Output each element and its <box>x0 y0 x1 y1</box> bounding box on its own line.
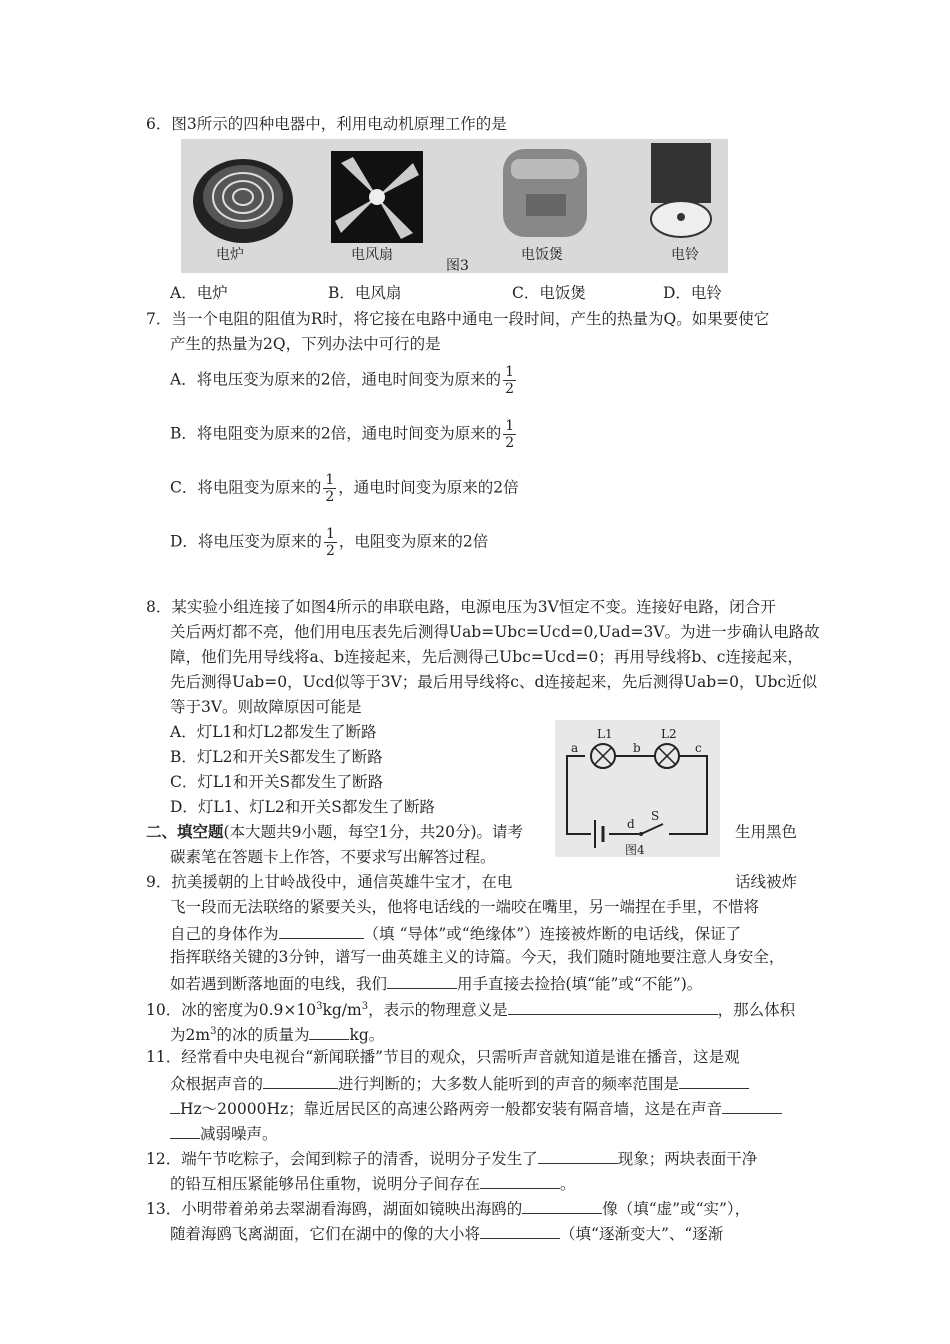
node-c: c <box>695 741 702 755</box>
switch-label: S <box>651 809 660 823</box>
q6-option-b: B．电风扇 <box>328 284 402 302</box>
electric-stove-icon <box>193 159 293 243</box>
label-bell: 电铃 <box>671 247 699 263</box>
q11-line3: Hz～20000Hz；靠近居民区的高速公路两旁一般都安装有隔音墙，这是在声音 <box>170 1097 782 1119</box>
electric-bell-icon <box>651 143 711 237</box>
lamp-l1-label: L1 <box>597 727 613 741</box>
q8-option-c: C．灯L1和开关S都发生了断路 <box>170 773 384 791</box>
q11-blank-2[interactable] <box>679 1072 749 1089</box>
label-cooker: 电饭煲 <box>521 247 563 263</box>
q11-blank-3[interactable] <box>722 1097 782 1114</box>
q13-blank-2[interactable] <box>480 1222 560 1239</box>
q12-blank-1[interactable] <box>538 1147 618 1164</box>
q6-option-d: D．电铃 <box>663 284 722 302</box>
q9-blank-1[interactable] <box>279 922 364 939</box>
q10-blank-2[interactable] <box>309 1023 349 1040</box>
q6-option-a: A．电炉 <box>170 284 228 302</box>
q7-option-d: D．将电压变为原来的 $\frac{1}{2}$ ，电阻变为原来的2倍 <box>170 526 489 559</box>
section2-desc1-right: 生用黑色 <box>735 823 798 841</box>
q11-line4: 减弱噪声。 <box>170 1122 278 1144</box>
q6-stem: 6．图3所示的四种电器中，利用电动机原理工作的是 <box>146 115 507 133</box>
q9-line1-right: 话线被炸 <box>735 873 798 891</box>
q11-line1: 11．经常看中央电视台“新闻联播”节目的观众，只需听声音就知道是谁在播音，这是观 <box>146 1048 740 1066</box>
q8-line3: 障，他们先用导线将a、b连接起来，先后测得己Ubc=Ucd=0；再用导线将b、c连接起来， <box>170 648 803 666</box>
q9-line2: 飞一段而无法联络的紧要关头，他将电话线的一端咬在嘴里，另一端捏在手里，不惜将 <box>170 898 760 916</box>
q7-stem-line1: 7．当一个电阻的阻值为R时，将它接在电路中通电一段时间，产生的热量为Q。如果要使它 <box>146 310 770 328</box>
section2-desc2: 碳素笔在答题卡上作答，不要求写出解答过程。 <box>170 848 496 866</box>
section2-title: 二、填空题 <box>146 822 224 841</box>
q13-line1: 13．小明带着弟弟去翠湖看海鸥，湖面如镜映出海鸥的 像（填“虚”或“实”）， <box>146 1197 750 1219</box>
q13-blank-1[interactable] <box>522 1197 602 1214</box>
q9-line5: 如若遇到断落地面的电线，我们 用手直接去捡拾(填“能”或“不能”)。 <box>170 972 702 994</box>
q8-line4: 先后测得Uab=0，Ucd似等于3V；最后用导线将c、d连接起来，先后测得Uab=0，Ubc近似 <box>170 673 818 691</box>
q12-blank-2[interactable] <box>480 1172 560 1189</box>
section2-header <box>146 822 523 842</box>
q8-line2: 关后两灯都不亮，他们用电压表先后测得Uab=Ubc=Ucd=0,Uad=3V。为进一步确认电路故 <box>170 623 820 641</box>
electric-fan-icon <box>331 151 423 243</box>
label-fan: 电风扇 <box>351 247 393 263</box>
figure-4-circuit <box>555 720 720 857</box>
q9-line3: 自己的身体作为 （填 “导体”或“绝缘体”）连接被炸断的电话线，保证了 <box>170 922 741 944</box>
q8-option-b: B．灯L2和开关S都发生了断路 <box>170 748 383 766</box>
q11-line2: 众根据声音的 进行判断的；大多数人能听到的声音的频率范围是 <box>170 1072 749 1094</box>
q8-line1: 8．某实验小组连接了如图4所示的串联电路，电源电压为3V恒定不变。连接好电路，闭合开 <box>146 598 776 616</box>
q11-blank-1[interactable] <box>263 1072 338 1089</box>
figure-3-caption: 图3 <box>446 258 469 273</box>
q10-line1: 10．冰的密度为$0.9\times 10^3kg/m^3$，表示的物理意义是 ，那么体积 <box>146 997 795 1020</box>
q8-option-d: D．灯L1、灯L2和开关S都发生了断路 <box>170 798 435 816</box>
rice-cooker-icon <box>503 149 587 237</box>
q7-stem-line2: 产生的热量为2Q，下列办法中可行的是 <box>170 335 441 353</box>
figure-4-caption: 图4 <box>625 843 645 857</box>
q12-line2: 的铅互相压紧能够吊住重物，说明分子间存在 。 <box>170 1172 576 1194</box>
q9-line1: 9．抗美援朝的上甘岭战役中，通信英雄牛宝才，在电 <box>146 873 513 891</box>
q7-option-b: B．将电阻变为原来的2倍，通电时间变为原来的 $\frac{1}{2}$ <box>170 418 515 451</box>
q10-line2: 为$2m^3$的冰的质量为 kg。 <box>170 1022 384 1045</box>
section2-desc1: (本大题共9小题，每空1分，共20分)。请考 <box>223 823 524 841</box>
label-stove: 电炉 <box>216 247 244 263</box>
q7-option-c: C．将电阻变为原来的 $\frac{1}{2}$ ，通电时间变为原来的2倍 <box>170 472 519 505</box>
node-b: b <box>633 741 641 755</box>
figure-3-drawing <box>181 139 728 273</box>
figure-3-appliances <box>181 139 728 273</box>
figure-4-drawing <box>555 720 720 857</box>
lamp-l2-label: L2 <box>661 727 677 741</box>
q9-line4: 指挥联络关键的3分钟，谱写一曲英雄主义的诗篇。今天，我们随时随地要注意人身安全， <box>170 948 785 966</box>
node-a: a <box>571 741 579 755</box>
q8-option-a: A．灯L1和灯L2都发生了断路 <box>170 723 377 741</box>
q6-option-c: C．电饭煲 <box>512 284 586 302</box>
q12-line1: 12．端午节吃粽子，会闻到粽子的清香，说明分子发生了 现象；两块表面干净 <box>146 1147 757 1169</box>
q10-blank-1[interactable] <box>508 998 718 1015</box>
q9-blank-2[interactable] <box>387 972 457 989</box>
node-d: d <box>627 817 635 831</box>
q13-line2: 随着海鸥飞离湖面，它们在湖中的像的大小将 （填“逐渐变大”、“逐渐 <box>170 1222 723 1244</box>
q8-line5: 等于3V。则故障原因可能是 <box>170 698 362 716</box>
q7-option-a: A．将电压变为原来的2倍，通电时间变为原来的 $\frac{1}{2}$ <box>170 364 514 397</box>
